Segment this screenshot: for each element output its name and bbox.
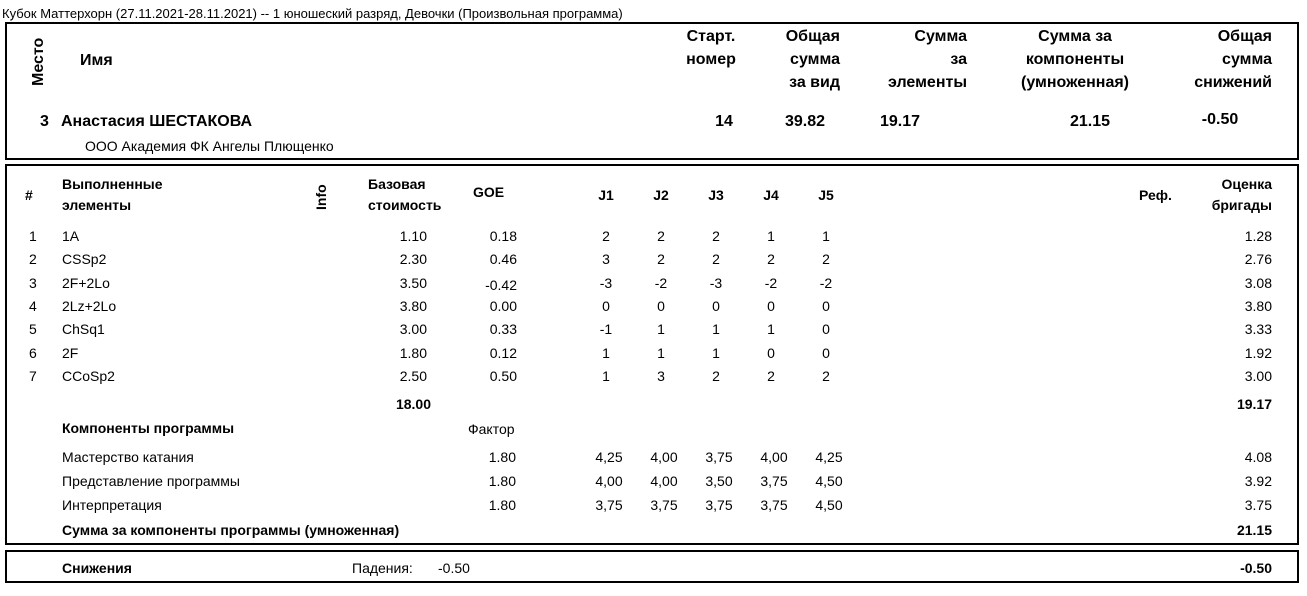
judge-score-j5: 0 bbox=[822, 345, 830, 361]
judge-score-j2: 1 bbox=[657, 321, 665, 337]
component-name: Мастерство катания bbox=[62, 449, 194, 465]
component-judge-j5: 4,50 bbox=[815, 473, 843, 489]
header-line: Оценка bbox=[1221, 176, 1272, 192]
skater-components-score: 21.15 bbox=[1069, 113, 1111, 130]
falls-label: Падения: bbox=[352, 560, 413, 576]
header-line: Выполненные bbox=[62, 176, 163, 192]
judge-score-j1: 1 bbox=[602, 368, 610, 384]
name-header: Имя bbox=[80, 52, 113, 69]
header-line: элементы bbox=[888, 74, 967, 91]
element-base-value: 3.80 bbox=[399, 298, 427, 314]
component-judge-j2: 4,00 bbox=[650, 473, 678, 489]
element-base-value: 1.80 bbox=[399, 345, 427, 361]
element-number: 5 bbox=[29, 321, 37, 337]
judge-score-j3: 2 bbox=[712, 368, 720, 384]
judge-score-j2: 3 bbox=[657, 368, 665, 384]
skater-total-score: 39.82 bbox=[784, 113, 826, 130]
component-judge-j2: 4,00 bbox=[650, 449, 678, 465]
judge-score-j2: -2 bbox=[654, 275, 668, 291]
goe-header: GOE bbox=[473, 184, 505, 200]
judge-score-j1: -1 bbox=[599, 321, 613, 337]
judge-score-j4: 1 bbox=[767, 321, 775, 337]
judge-score-j4: 0 bbox=[767, 298, 775, 314]
judge-score-j5: 2 bbox=[822, 251, 830, 267]
deductions-total: -0.50 bbox=[1240, 560, 1272, 576]
element-name: ChSq1 bbox=[62, 321, 105, 337]
element-name: 2F bbox=[62, 345, 79, 361]
element-number: 3 bbox=[29, 275, 37, 291]
component-name: Интерпретация bbox=[62, 497, 162, 513]
judge-score-j3: 2 bbox=[712, 251, 720, 267]
skater-elements-score: 19.17 bbox=[879, 113, 921, 130]
element-name: CSSp2 bbox=[62, 251, 107, 267]
judge-header-j2: J2 bbox=[653, 187, 669, 203]
header-line: Общая bbox=[785, 28, 840, 45]
component-judge-j3: 3,50 bbox=[705, 473, 733, 489]
component-factor: 1.80 bbox=[488, 449, 516, 465]
component-judge-j5: 4,50 bbox=[815, 497, 843, 513]
component-judge-j3: 3,75 bbox=[705, 449, 733, 465]
element-base-value: 1.10 bbox=[399, 228, 427, 244]
component-judge-j1: 3,75 bbox=[595, 497, 623, 513]
element-goe: 0.33 bbox=[489, 321, 517, 337]
deductions-box bbox=[5, 550, 1299, 583]
judge-header-j5: J5 bbox=[818, 187, 834, 203]
header-line: элементы bbox=[62, 197, 132, 213]
judge-score-j3: -3 bbox=[709, 275, 723, 291]
element-panel-score: 1.92 bbox=[1244, 345, 1272, 361]
header-line: номер bbox=[686, 51, 736, 68]
element-goe: -0.42 bbox=[485, 277, 517, 293]
judge-score-j1: 1 bbox=[602, 345, 610, 361]
header-line: Старт. bbox=[686, 28, 736, 45]
skater-place: 3 bbox=[40, 113, 49, 130]
components-title: Компоненты программы bbox=[62, 420, 235, 436]
factor-label: Фактор bbox=[468, 421, 515, 437]
element-goe: 0.46 bbox=[489, 251, 517, 267]
component-factor: 1.80 bbox=[488, 497, 516, 513]
judge-score-j4: 1 bbox=[767, 228, 775, 244]
judge-score-j2: 2 bbox=[657, 228, 665, 244]
elements-score-header bbox=[870, 25, 967, 94]
element-base-value: 2.50 bbox=[399, 368, 427, 384]
judge-score-j4: 2 bbox=[767, 251, 775, 267]
component-judge-j4: 4,00 bbox=[760, 449, 788, 465]
element-base-value: 3.50 bbox=[399, 275, 427, 291]
element-goe: 0.50 bbox=[489, 368, 517, 384]
judge-score-j2: 0 bbox=[657, 298, 665, 314]
components-total-label: Сумма за компоненты программы (умноженная) bbox=[62, 522, 400, 538]
component-judge-j4: 3,75 bbox=[760, 473, 788, 489]
element-goe: 0.00 bbox=[489, 298, 517, 314]
judge-score-j5: -2 bbox=[819, 275, 833, 291]
judge-score-j3: 1 bbox=[712, 321, 720, 337]
judge-score-j3: 1 bbox=[712, 345, 720, 361]
element-number: 4 bbox=[29, 298, 37, 314]
element-panel-score: 1.28 bbox=[1244, 228, 1272, 244]
deductions-header bbox=[1170, 25, 1272, 94]
skater-club: ООО Академия ФК Ангелы Плющенко bbox=[85, 138, 334, 154]
header-line: (умноженная) bbox=[1021, 74, 1129, 91]
skater-deductions: -0.50 bbox=[1201, 111, 1239, 128]
element-panel-score: 3.00 bbox=[1244, 368, 1272, 384]
element-name: 1A bbox=[62, 228, 80, 244]
header-line: снижений bbox=[1194, 74, 1272, 91]
judge-score-j4: 2 bbox=[767, 368, 775, 384]
element-base-value: 3.00 bbox=[399, 321, 427, 337]
component-score: 3.92 bbox=[1244, 473, 1272, 489]
ref-header: Реф. bbox=[1139, 187, 1172, 203]
num-header: # bbox=[25, 187, 33, 203]
element-number: 6 bbox=[29, 345, 37, 361]
judge-score-j5: 0 bbox=[822, 321, 830, 337]
header-line: компоненты bbox=[1025, 51, 1125, 68]
header-line: бригады bbox=[1211, 197, 1272, 213]
total-score-header bbox=[760, 25, 840, 94]
elements-total: 19.17 bbox=[1236, 396, 1272, 412]
component-judge-j2: 3,75 bbox=[650, 497, 678, 513]
judge-score-j3: 2 bbox=[712, 228, 720, 244]
header-line: сумма bbox=[1222, 51, 1272, 68]
judge-score-j1: 0 bbox=[602, 298, 610, 314]
element-number: 1 bbox=[29, 228, 37, 244]
component-judge-j1: 4,00 bbox=[595, 473, 623, 489]
element-panel-score: 3.08 bbox=[1244, 275, 1272, 291]
place-header: Место bbox=[30, 37, 47, 86]
element-panel-score: 3.80 bbox=[1244, 298, 1272, 314]
element-name: CCoSp2 bbox=[62, 368, 115, 384]
judge-score-j4: -2 bbox=[764, 275, 778, 291]
header-line: Базовая bbox=[368, 176, 426, 192]
deductions-label: Снижения bbox=[62, 560, 132, 576]
panel-header bbox=[1190, 174, 1272, 216]
component-name: Представление программы bbox=[62, 473, 240, 489]
element-goe: 0.18 bbox=[489, 228, 517, 244]
page-title: Кубок Маттерхорн (27.11.2021-28.11.2021) -- 1 юношеский разряд, Девочки (Произвольная программа) bbox=[2, 6, 623, 21]
element-name: 2Lz+2Lo bbox=[62, 298, 117, 314]
element-panel-score: 2.76 bbox=[1244, 251, 1272, 267]
judge-score-j5: 0 bbox=[822, 298, 830, 314]
judge-score-j2: 1 bbox=[657, 345, 665, 361]
falls-value: -0.50 bbox=[438, 560, 470, 576]
element-number: 7 bbox=[29, 368, 37, 384]
judge-score-j5: 1 bbox=[822, 228, 830, 244]
judge-header-j4: J4 bbox=[763, 187, 779, 203]
component-judge-j1: 4,25 bbox=[595, 449, 623, 465]
judge-score-j2: 2 bbox=[657, 251, 665, 267]
judge-header-j1: J1 bbox=[598, 187, 614, 203]
info-header: Info bbox=[313, 184, 329, 210]
base-header bbox=[368, 174, 441, 216]
header-line: стоимость bbox=[368, 197, 442, 213]
start-no-header bbox=[675, 25, 747, 71]
element-panel-score: 3.33 bbox=[1244, 321, 1272, 337]
element-goe: 0.12 bbox=[489, 345, 517, 361]
judge-score-j1: 2 bbox=[602, 228, 610, 244]
skater-start-no: 14 bbox=[715, 113, 733, 130]
component-judge-j5: 4,25 bbox=[815, 449, 843, 465]
element-base-value: 2.30 bbox=[399, 251, 427, 267]
component-score: 4.08 bbox=[1244, 449, 1272, 465]
components-score-header bbox=[1005, 25, 1145, 94]
judge-header-j3: J3 bbox=[708, 187, 724, 203]
header-line: Сумма bbox=[914, 28, 967, 45]
judge-score-j4: 0 bbox=[767, 345, 775, 361]
header-line: за bbox=[950, 51, 967, 68]
judge-score-j1: -3 bbox=[599, 275, 613, 291]
header-line: Общая bbox=[1217, 28, 1272, 45]
component-score: 3.75 bbox=[1244, 497, 1272, 513]
header-line: за вид bbox=[789, 74, 840, 91]
base-total: 18.00 bbox=[395, 396, 431, 412]
element-name: 2F+2Lo bbox=[62, 275, 110, 291]
judge-score-j3: 0 bbox=[712, 298, 720, 314]
component-judge-j4: 3,75 bbox=[760, 497, 788, 513]
header-line: сумма bbox=[790, 51, 840, 68]
component-judge-j3: 3,75 bbox=[705, 497, 733, 513]
judge-score-j1: 3 bbox=[602, 251, 610, 267]
judge-score-j5: 2 bbox=[822, 368, 830, 384]
component-factor: 1.80 bbox=[488, 473, 516, 489]
components-total: 21.15 bbox=[1236, 522, 1272, 538]
header-line: Сумма за bbox=[1038, 28, 1112, 45]
element-number: 2 bbox=[29, 251, 37, 267]
elements-header bbox=[62, 174, 163, 216]
skater-name: Анастасия ШЕСТАКОВА bbox=[61, 113, 253, 130]
